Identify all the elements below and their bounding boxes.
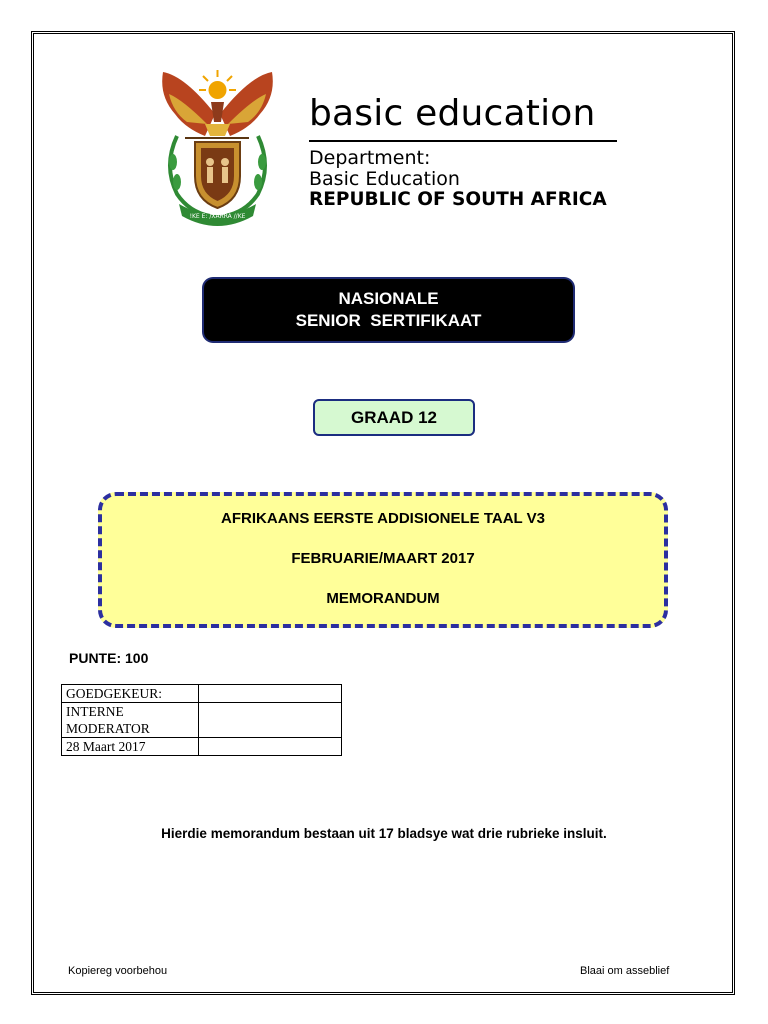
approved-label: GOEDGEKEUR:: [62, 685, 199, 703]
approved-value: [199, 685, 342, 703]
coat-of-arms-icon: [155, 66, 280, 228]
table-row: [62, 685, 342, 703]
moderator-line-1: INTERNE: [66, 704, 124, 719]
certificate-line-1: NASIONALE: [338, 289, 439, 308]
country-name: REPUBLIC OF SOUTH AFRICA: [309, 189, 607, 210]
subject-session: FEBRUARIE/MAART 2017: [291, 550, 475, 567]
approval-date: 28 Maart 2017: [62, 738, 199, 756]
department-label: Department:: [309, 147, 431, 169]
copyright-footer: Kopiereg voorbehou: [68, 965, 168, 977]
coat-motto: !KE E: /XARRA //KE: [189, 213, 246, 220]
certificate-line-2: SENIOR SERTIFIKAAT: [295, 311, 482, 330]
brand-divider: [309, 140, 617, 142]
subject-panel: [98, 492, 668, 628]
table-row: [62, 703, 342, 738]
approval-table: [61, 684, 342, 756]
subject-doc-type: MEMORANDUM: [326, 590, 440, 607]
brand-title: basic education: [309, 93, 596, 134]
subject-paper: AFRIKAANS EERSTE ADDISIONELE TAAL V3: [221, 510, 545, 527]
table-row: [62, 738, 342, 756]
moderator-line-2: MODERATOR: [66, 721, 150, 736]
moderator-label: [62, 703, 199, 738]
department-name: Basic Education: [309, 168, 460, 190]
page-count-note: Hierdie memorandum bestaan uit 17 bladsye wat drie rubrieke insluit.: [161, 826, 607, 841]
turn-page-footer: Blaai om asseblief: [580, 965, 670, 977]
grade-badge: GRAAD 12: [313, 399, 475, 436]
certificate-banner: [204, 279, 573, 341]
approval-date-value: [199, 738, 342, 756]
moderator-value: [199, 703, 342, 738]
total-marks: PUNTE: 100: [69, 650, 149, 666]
